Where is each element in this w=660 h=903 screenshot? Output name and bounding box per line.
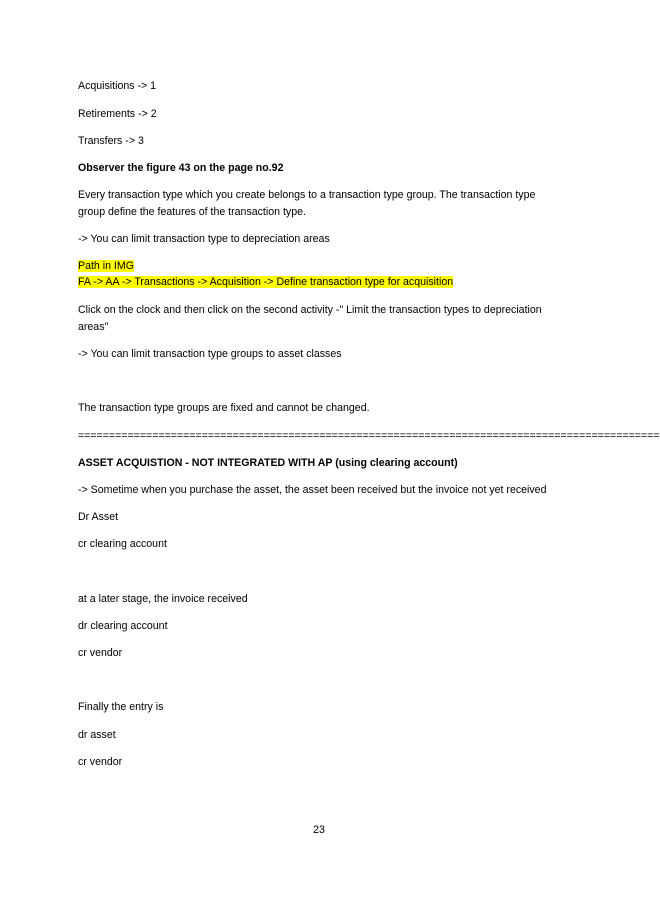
retirements-line: Retirements -> 2 xyxy=(78,108,157,120)
transaction-type-paragraph-line-2: group define the features of the transaction type. xyxy=(78,206,306,218)
img-path-label xyxy=(78,260,134,273)
purchase-scenario-line: -> Sometime when you purchase the asset, the asset been received but the invoice not yet received xyxy=(78,484,547,496)
acquisitions-line: Acquisitions -> 1 xyxy=(78,80,157,92)
fixed-groups-line: The transaction type groups are fixed and cannot be changed. xyxy=(78,402,370,414)
transfers-line: Transfers -> 3 xyxy=(78,135,144,147)
click-clock-paragraph-line-1: Click on the clock and then click on the second activity -" Limit the transaction types to depreciation xyxy=(78,304,542,316)
click-clock-paragraph-line-2: areas" xyxy=(78,321,109,333)
transaction-type-paragraph-line-1: Every transaction type which you create belongs to a transaction type group. The transaction type xyxy=(78,189,536,201)
final-entry-intro-line: Finally the entry is xyxy=(78,701,164,713)
img-path-label-text: Path in IMG xyxy=(78,260,134,272)
section-heading: ASSET ACQUISTION - NOT INTEGRATED WITH AP (using clearing account) xyxy=(78,457,458,469)
limit-depreciation-areas-line: -> You can limit transaction type to depreciation areas xyxy=(78,233,330,245)
entry-cr-clearing-line: cr clearing account xyxy=(78,538,167,550)
img-path-value-text: FA -> AA -> Transactions -> Acquisition -> Define transaction type for acquisition xyxy=(78,276,454,288)
observe-figure-note: Observer the figure 43 on the page no.92 xyxy=(78,162,284,174)
final-dr-asset-line: dr asset xyxy=(78,729,116,741)
entry-dr-asset-line: Dr Asset xyxy=(78,511,119,523)
separator-line: ============================================================================================== xyxy=(78,430,660,442)
page-number: 23 xyxy=(313,824,325,836)
entry-cr-vendor-line: cr vendor xyxy=(78,647,123,659)
final-cr-vendor-line: cr vendor xyxy=(78,756,123,768)
entry-dr-clearing-line: dr clearing account xyxy=(78,620,168,632)
limit-asset-classes-line: -> You can limit transaction type groups to asset classes xyxy=(78,348,342,360)
img-path-value xyxy=(78,276,453,289)
later-stage-line: at a later stage, the invoice received xyxy=(78,593,248,605)
